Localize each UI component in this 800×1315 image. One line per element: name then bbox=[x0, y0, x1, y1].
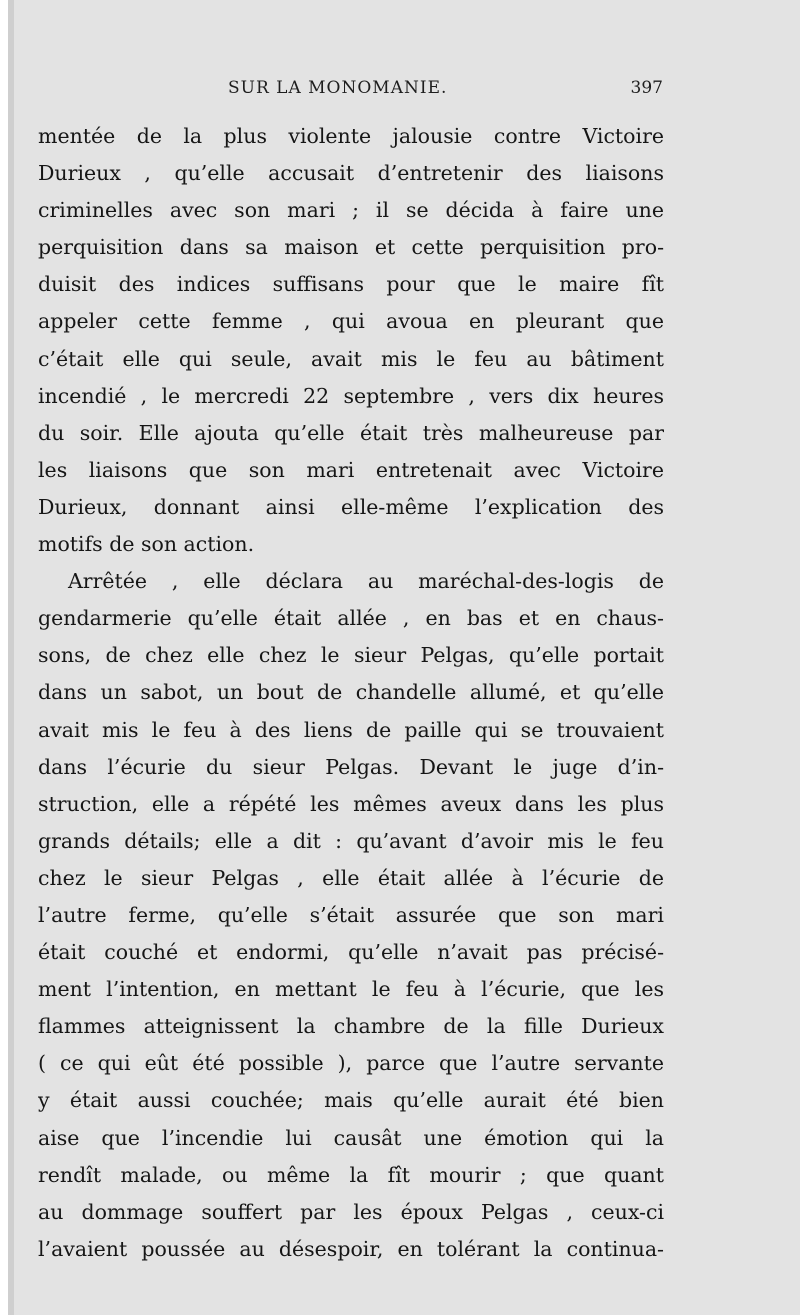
text-line: struction, elle a répété les mêmes aveux dans les plus bbox=[38, 791, 664, 816]
book-page bbox=[8, 0, 800, 1315]
text-line: avait mis le feu à des liens de paille qui se trouvaient bbox=[38, 717, 664, 742]
text-line: dans l’écurie du sieur Pelgas. Devant le juge d’in- bbox=[38, 754, 664, 779]
text-line: Durieux , qu’elle accusait d’entretenir des liaisons bbox=[38, 161, 664, 186]
paragraph-2 bbox=[38, 563, 664, 1268]
page-header bbox=[38, 74, 663, 104]
text-line: criminelles avec son mari ; il se décida à faire une bbox=[38, 198, 664, 223]
text-line: motifs de son action. bbox=[38, 532, 255, 557]
text-line: grands détails; elle a dit : qu’avant d’avoir mis le feu bbox=[38, 828, 664, 853]
text-line: y était aussi couchée; mais qu’elle aurait été bien bbox=[38, 1088, 664, 1113]
paragraph-1 bbox=[38, 118, 664, 563]
text-line: aise que l’incendie lui causât une émotion qui la bbox=[38, 1125, 664, 1150]
text-line: incendié , le mercredi 22 septembre , vers dix heures bbox=[38, 383, 664, 408]
text-line: les liaisons que son mari entretenait avec Victoire bbox=[38, 457, 664, 482]
body-text bbox=[38, 118, 664, 1268]
text-line: Durieux, donnant ainsi elle-même l’explication des bbox=[38, 494, 664, 519]
text-line: flammes atteignissent la chambre de la fille Durieux bbox=[38, 1014, 664, 1039]
text-line: c’était elle qui seule, avait mis le feu au bâtiment bbox=[38, 346, 664, 371]
text-line: ( ce qui eût été possible ), parce que l’autre servante bbox=[38, 1051, 664, 1076]
text-line: ment l’intention, en mettant le feu à l’écurie, que les bbox=[38, 977, 664, 1002]
text-line: Arrêtée , elle déclara au maréchal-des-logis de bbox=[68, 569, 664, 594]
text-line: gendarmerie qu’elle était allée , en bas et en chaus- bbox=[38, 606, 664, 631]
text-line: mentée de la plus violente jalousie contre Victoire bbox=[38, 124, 664, 148]
text-line: était couché et endormi, qu’elle n’avait pas précisé- bbox=[38, 940, 664, 965]
text-line: appeler cette femme , qui avoua en pleurant que bbox=[38, 309, 664, 334]
text-line: perquisition dans sa maison et cette perquisition pro- bbox=[38, 235, 664, 260]
text-line: l’avaient poussée au désespoir, en tolérant la continua- bbox=[38, 1236, 664, 1261]
text-line: rendît malade, ou même la fît mourir ; que quant bbox=[38, 1162, 664, 1187]
page-number: 397 bbox=[630, 78, 663, 98]
text-line: au dommage souffert par les époux Pelgas , ceux-ci bbox=[38, 1199, 664, 1224]
text-line: l’autre ferme, qu’elle s’était assurée que son mari bbox=[38, 902, 664, 927]
text-line: dans un sabot, un bout de chandelle allumé, et qu’elle bbox=[38, 680, 664, 705]
text-line: duisit des indices suffisans pour que le maire fît bbox=[38, 272, 664, 297]
text-line: du soir. Elle ajouta qu’elle était très malheureuse par bbox=[38, 420, 664, 445]
text-line: chez le sieur Pelgas , elle était allée à l’écurie de bbox=[38, 865, 664, 890]
running-head: SUR LA MONOMANIE. bbox=[228, 78, 448, 98]
text-line: sons, de chez elle chez le sieur Pelgas, qu’elle portait bbox=[38, 643, 664, 668]
